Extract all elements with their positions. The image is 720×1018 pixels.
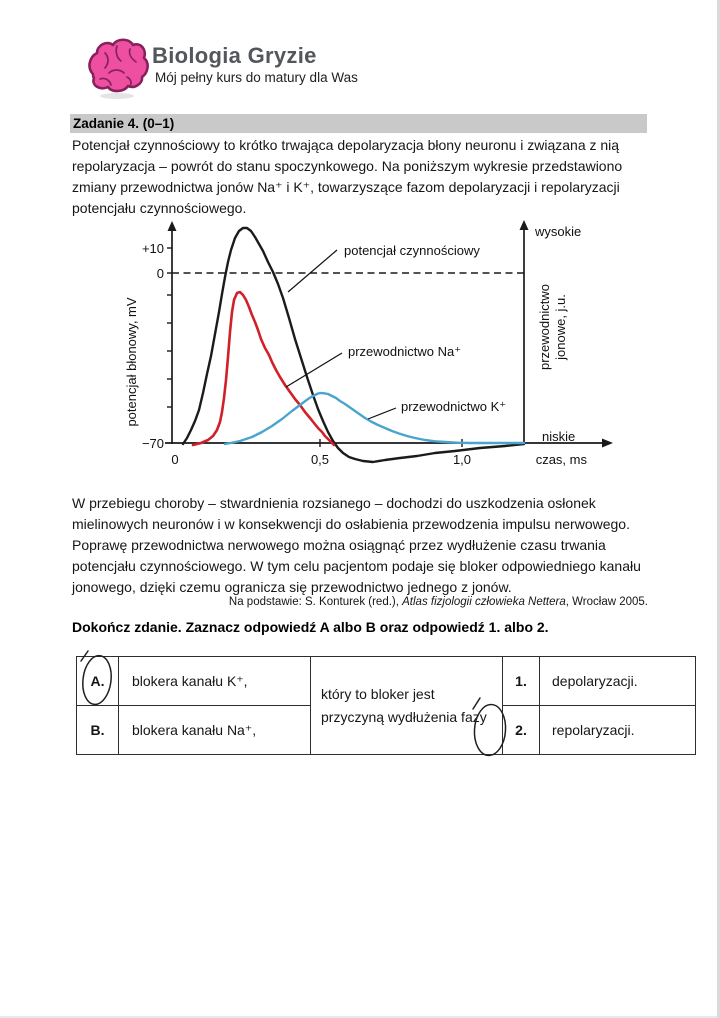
intro-paragraph: Potencjał czynnościowy to krótko trwająca depolaryzacja błony neuronu i związana z nią repolaryzacja – powrót do stanu spoczynkowego. Na poniższym wykresie przedstawiono zmiany przewodnictwa jonów Na⁺ i K⁺, towarzyszące fazom depolaryzacji i repolaryzacji potencjału czynnościowego. [72, 137, 623, 216]
option-1-text: depolaryzacji. [540, 657, 696, 706]
source-citation [72, 596, 648, 608]
xtick-05: 0,5 [310, 452, 330, 467]
curve-label-k-conductance: przewodnictwo K⁺ [401, 399, 507, 414]
connector-line-2: przyczyną wydłużenia fazy [321, 708, 487, 725]
left-y-axis-title: potencjał błonowy, mV [124, 297, 139, 427]
right-y-axis-title-line1: przewodnictwo [537, 284, 552, 370]
option-1-key: 1. [503, 657, 540, 706]
x-axis-title: czas, ms [535, 452, 587, 467]
body-paragraph: W przebiegu choroby – stwardnienia rozsianego – dochodzi do uszkodzenia osłonek mielinowych neuronów i w konsekwencji do osłabienia przewodzenia impulsu nerwowego. Poprawę przewodnictwa nerwowego można osiągnąć przez wydłużenie czasu trwania potencjału czynnościowego. W tym celu pacjentom podaje się bloker odpowiedniego kanału jonowego, dzięki czemu ogranicza się przewodnictwo jednego z jonów. [72, 495, 641, 595]
option-a-key: A. [77, 657, 119, 706]
table-row [77, 657, 696, 706]
ytick-minus70: −70 [141, 436, 164, 451]
instruction-heading: Dokończ zdanie. Zaznacz odpowiedź A albo B oraz odpowiedź 1. albo 2. [72, 619, 549, 635]
brand-title: Biologia Gryzie [152, 43, 317, 68]
brain-icon [82, 36, 152, 102]
right-axis-low-label: niskie [542, 429, 576, 444]
curve-label-na-conductance: przewodnictwo Na⁺ [348, 344, 462, 359]
connector-line-1: który to bloker jest [321, 685, 435, 702]
na-conductance-curve [193, 292, 334, 445]
option-2-text: repolaryzacji. [540, 706, 696, 755]
label-leader-lines [286, 250, 396, 419]
source-prefix: Na podstawie: S. Konturek (red.), [228, 596, 403, 608]
connector-cell [311, 657, 503, 755]
ytick-zero: 0 [156, 266, 164, 281]
x-axis-arrow-icon [602, 439, 613, 448]
right-axis-arrow-icon [520, 220, 529, 230]
answer-table [76, 656, 696, 755]
action-potential-chart [95, 212, 635, 477]
left-axis-arrow-icon [168, 221, 177, 231]
right-y-axis-title-line2: jonowe, j.u. [553, 294, 568, 360]
option-a-text: blokera kanału K⁺, [119, 657, 311, 706]
right-axis-high-label: wysokie [535, 224, 582, 239]
option-b-text: blokera kanału Na⁺, [119, 706, 311, 755]
source-suffix: , Wrocław 2005. [565, 596, 648, 608]
option-b-key: B. [77, 706, 119, 755]
ytick-plus10: +10 [141, 241, 164, 256]
xtick-0: 0 [171, 452, 179, 467]
curve-label-action-potential: potencjał czynnościowy [344, 243, 480, 258]
xtick-10: 1,0 [452, 452, 472, 467]
brand-tagline: Mój pełny kurs do matury dla Was [155, 70, 358, 85]
option-2-key: 2. [503, 706, 540, 755]
source-book-title: Atlas fizjologii człowieka Nettera [402, 596, 566, 608]
task-title: Zadanie 4. (0–1) [73, 116, 175, 131]
task-header-bar [70, 114, 647, 133]
